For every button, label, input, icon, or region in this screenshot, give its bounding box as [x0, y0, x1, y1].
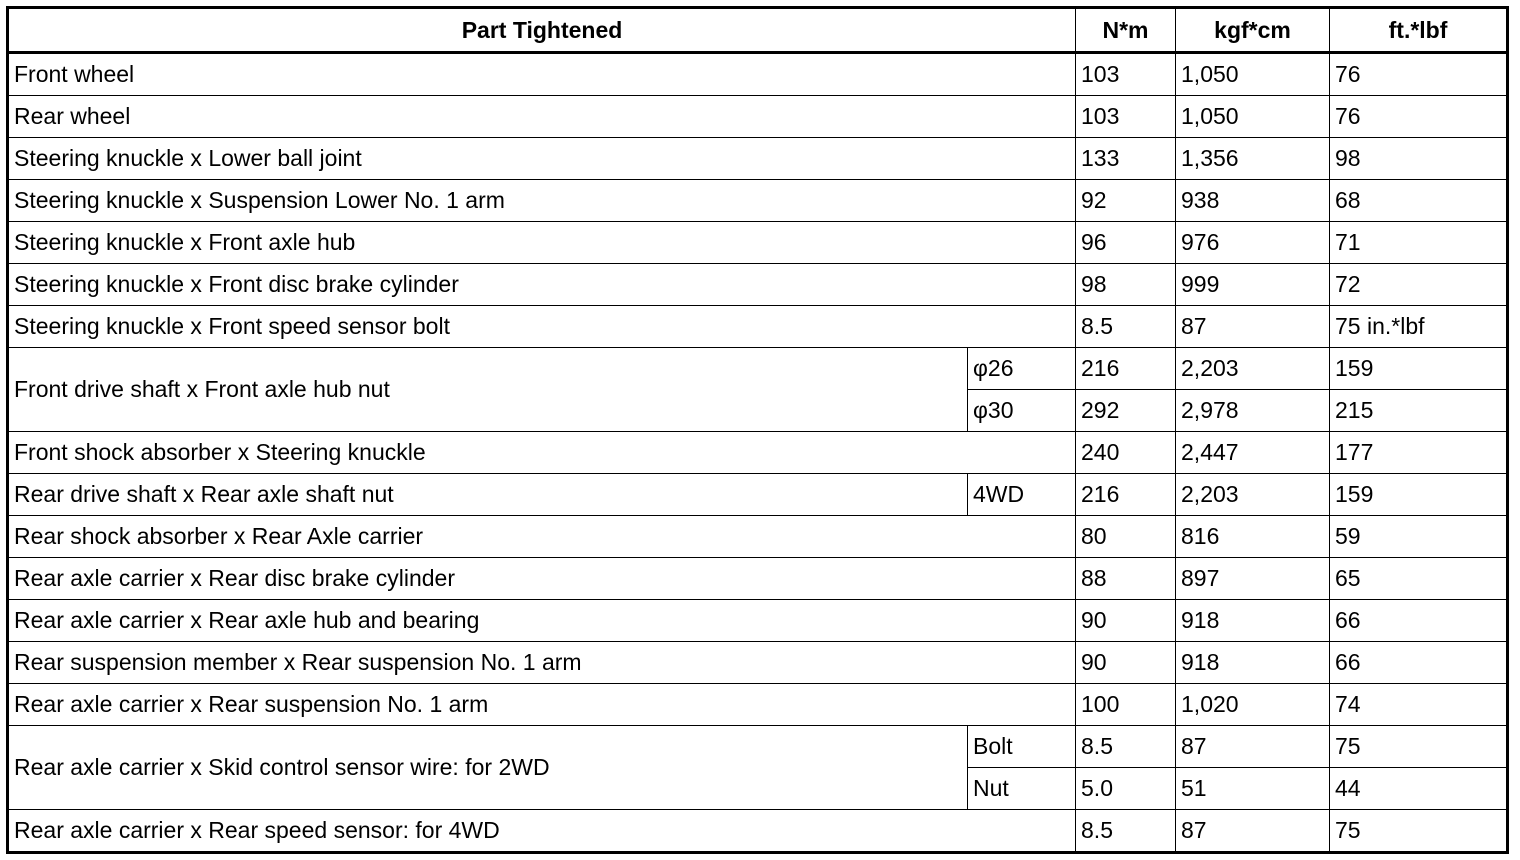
part-name-cell: Steering knuckle x Suspension Lower No. 1 arm: [8, 180, 1076, 222]
ft-lbf-value-cell: 72: [1330, 264, 1508, 306]
kgf-cm-value-cell: 897: [1176, 558, 1330, 600]
kgf-cm-value-cell: 999: [1176, 264, 1330, 306]
ft-lbf-value-cell: 44: [1330, 768, 1508, 810]
part-name-cell: Rear axle carrier x Skid control sensor wire: for 2WD: [8, 726, 968, 810]
kgf-cm-value-cell: 816: [1176, 516, 1330, 558]
sub-condition-cell: 4WD: [968, 474, 1076, 516]
ft-lbf-value-cell: 76: [1330, 53, 1508, 96]
sub-condition-cell: φ26: [968, 348, 1076, 390]
ft-lbf-value-cell: 76: [1330, 96, 1508, 138]
ft-lbf-value-cell: 74: [1330, 684, 1508, 726]
ft-lbf-value-cell: 215: [1330, 390, 1508, 432]
table-row: [8, 138, 1508, 180]
ft-lbf-value-cell: 71: [1330, 222, 1508, 264]
part-name-cell: Steering knuckle x Front speed sensor bolt: [8, 306, 1076, 348]
kgf-cm-value-cell: 1,050: [1176, 96, 1330, 138]
part-name-cell: Steering knuckle x Front axle hub: [8, 222, 1076, 264]
kgf-cm-value-cell: 938: [1176, 180, 1330, 222]
torque-specification-table: [6, 6, 1509, 854]
part-name-cell: Steering knuckle x Front disc brake cylinder: [8, 264, 1076, 306]
table-row: [8, 348, 1508, 390]
part-name-cell: Rear axle carrier x Rear suspension No. 1 arm: [8, 684, 1076, 726]
part-name-cell: Rear axle carrier x Rear speed sensor: for 4WD: [8, 810, 1076, 853]
nm-value-cell: 133: [1076, 138, 1176, 180]
torque-table-container: [6, 6, 1509, 854]
kgf-cm-value-cell: 87: [1176, 306, 1330, 348]
table-body: [8, 53, 1508, 853]
nm-value-cell: 92: [1076, 180, 1176, 222]
part-name-cell: Front wheel: [8, 53, 1076, 96]
table-row: [8, 96, 1508, 138]
part-name-cell: Rear suspension member x Rear suspension No. 1 arm: [8, 642, 1076, 684]
ft-lbf-value-cell: 68: [1330, 180, 1508, 222]
part-name-cell: Rear axle carrier x Rear axle hub and bearing: [8, 600, 1076, 642]
kgf-cm-value-cell: 918: [1176, 642, 1330, 684]
part-name-cell: Rear shock absorber x Rear Axle carrier: [8, 516, 1076, 558]
table-row: [8, 684, 1508, 726]
nm-value-cell: 216: [1076, 474, 1176, 516]
nm-value-cell: 240: [1076, 432, 1176, 474]
ft-lbf-value-cell: 66: [1330, 600, 1508, 642]
ft-lbf-value-cell: 177: [1330, 432, 1508, 474]
nm-value-cell: 88: [1076, 558, 1176, 600]
table-row: [8, 264, 1508, 306]
header-part-tightened: Part Tightened: [8, 8, 1076, 53]
kgf-cm-value-cell: 2,203: [1176, 348, 1330, 390]
part-name-cell: Front drive shaft x Front axle hub nut: [8, 348, 968, 432]
table-row: [8, 810, 1508, 853]
table-row: [8, 53, 1508, 96]
nm-value-cell: 8.5: [1076, 306, 1176, 348]
kgf-cm-value-cell: 2,978: [1176, 390, 1330, 432]
part-name-cell: Steering knuckle x Lower ball joint: [8, 138, 1076, 180]
ft-lbf-value-cell: 75 in.*lbf: [1330, 306, 1508, 348]
nm-value-cell: 90: [1076, 600, 1176, 642]
kgf-cm-value-cell: 1,356: [1176, 138, 1330, 180]
table-row: [8, 642, 1508, 684]
table-row: [8, 306, 1508, 348]
table-row: [8, 432, 1508, 474]
ft-lbf-value-cell: 98: [1330, 138, 1508, 180]
table-row: [8, 600, 1508, 642]
nm-value-cell: 292: [1076, 390, 1176, 432]
nm-value-cell: 103: [1076, 96, 1176, 138]
nm-value-cell: 5.0: [1076, 768, 1176, 810]
header-kgf-cm: kgf*cm: [1176, 8, 1330, 53]
kgf-cm-value-cell: 976: [1176, 222, 1330, 264]
table-row: [8, 558, 1508, 600]
nm-value-cell: 98: [1076, 264, 1176, 306]
part-name-cell: Rear axle carrier x Rear disc brake cylinder: [8, 558, 1076, 600]
ft-lbf-value-cell: 65: [1330, 558, 1508, 600]
table-row: [8, 474, 1508, 516]
ft-lbf-value-cell: 75: [1330, 810, 1508, 853]
part-name-cell: Rear drive shaft x Rear axle shaft nut: [8, 474, 968, 516]
table-row: [8, 222, 1508, 264]
sub-condition-cell: Nut: [968, 768, 1076, 810]
nm-value-cell: 103: [1076, 53, 1176, 96]
table-row: [8, 180, 1508, 222]
nm-value-cell: 96: [1076, 222, 1176, 264]
kgf-cm-value-cell: 87: [1176, 726, 1330, 768]
table-header-row: [8, 8, 1508, 53]
ft-lbf-value-cell: 75: [1330, 726, 1508, 768]
nm-value-cell: 8.5: [1076, 726, 1176, 768]
table-row: [8, 726, 1508, 768]
header-ft-lbf: ft.*lbf: [1330, 8, 1508, 53]
kgf-cm-value-cell: 2,447: [1176, 432, 1330, 474]
nm-value-cell: 90: [1076, 642, 1176, 684]
table-row: [8, 516, 1508, 558]
kgf-cm-value-cell: 918: [1176, 600, 1330, 642]
part-name-cell: Rear wheel: [8, 96, 1076, 138]
kgf-cm-value-cell: 51: [1176, 768, 1330, 810]
nm-value-cell: 100: [1076, 684, 1176, 726]
kgf-cm-value-cell: 87: [1176, 810, 1330, 853]
ft-lbf-value-cell: 159: [1330, 348, 1508, 390]
kgf-cm-value-cell: 1,020: [1176, 684, 1330, 726]
sub-condition-cell: φ30: [968, 390, 1076, 432]
kgf-cm-value-cell: 1,050: [1176, 53, 1330, 96]
nm-value-cell: 8.5: [1076, 810, 1176, 853]
nm-value-cell: 216: [1076, 348, 1176, 390]
ft-lbf-value-cell: 59: [1330, 516, 1508, 558]
ft-lbf-value-cell: 159: [1330, 474, 1508, 516]
header-nm: N*m: [1076, 8, 1176, 53]
nm-value-cell: 80: [1076, 516, 1176, 558]
kgf-cm-value-cell: 2,203: [1176, 474, 1330, 516]
part-name-cell: Front shock absorber x Steering knuckle: [8, 432, 1076, 474]
sub-condition-cell: Bolt: [968, 726, 1076, 768]
ft-lbf-value-cell: 66: [1330, 642, 1508, 684]
